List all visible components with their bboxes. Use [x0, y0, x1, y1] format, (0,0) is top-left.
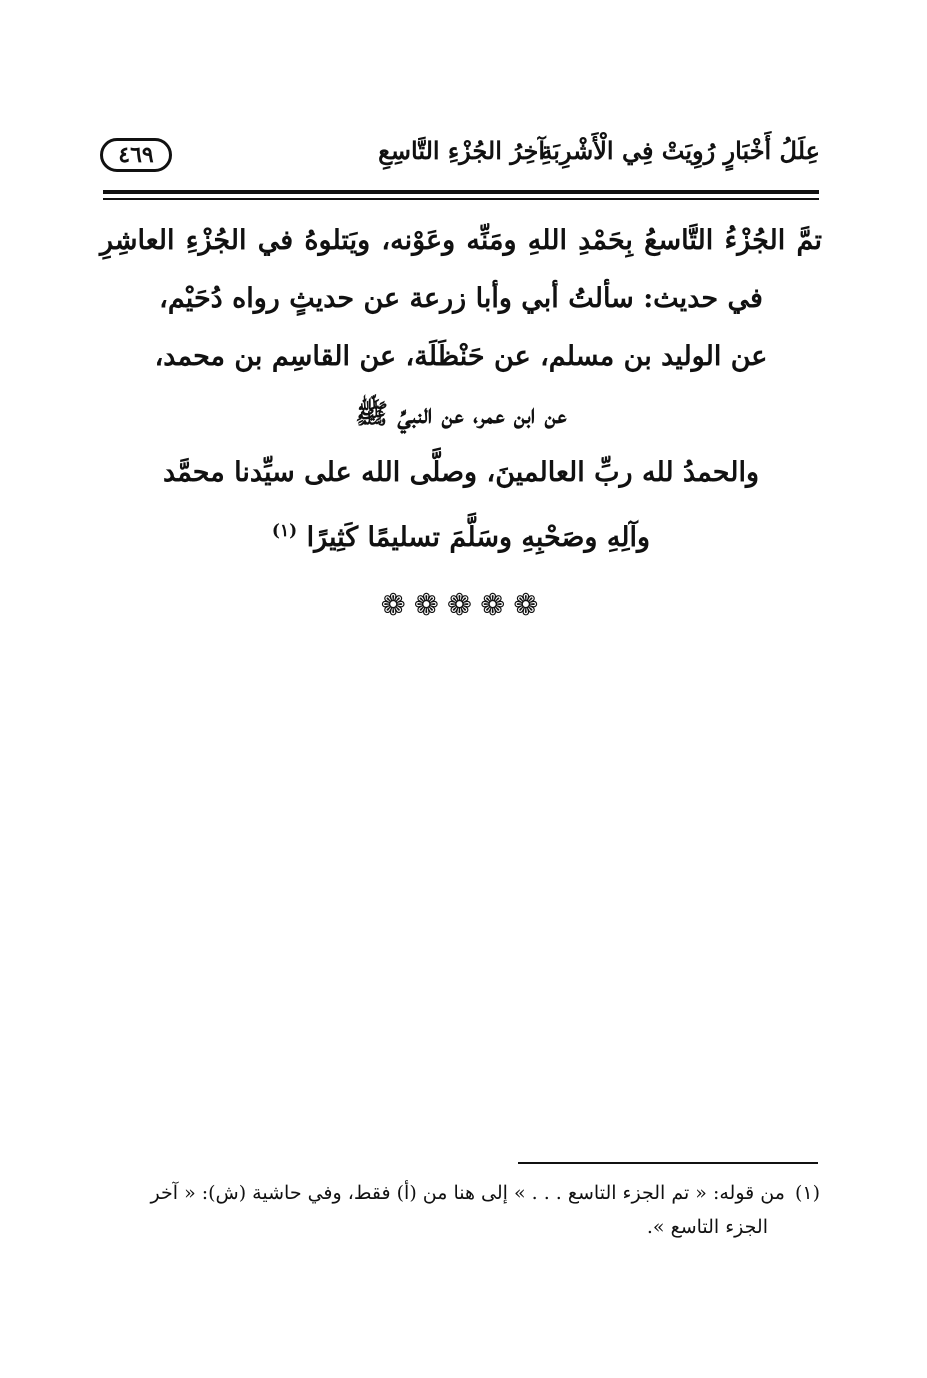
book-title: عِلَلُ أَخْبَارٍ رُوِيَتْ فِي الْأَشْرِبَةِ: [540, 136, 820, 165]
text-line-6-wrapper: [100, 502, 822, 560]
text-line-6: وآلِهِ وصَحْبِهِ وسَلَّمَ تسليمًا كَثِيرًا: [306, 522, 651, 553]
page-number: ٤٦٩: [100, 138, 172, 172]
footnote-line-2: الجزء التاسع ».: [646, 1216, 768, 1238]
text-line-5: والحمدُ لله ربِّ العالمينَ، وصلَّى الله على سيِّدنا محمَّد: [163, 457, 759, 488]
text-line-2: في حديث: سألتُ أبي وأبا زرعة عن حديثٍ رواه دُحَيْم،: [159, 283, 763, 314]
text-line-1: تمَّ الجُزْءُ التَّاسعُ بِحَمْدِ اللهِ ومَنِّه وعَوْنه، ويَتلوهُ في الجُزْءِ العاشِرِ: [100, 225, 822, 256]
section-title: آخِرُ الجُزْءِ التَّاسِعِ: [378, 136, 545, 165]
text-line-3: عن الوليد بن مسلم، عن حَنْظَلَة، عن القاسِم بن محمد،: [154, 341, 768, 372]
header-rule-thin: [103, 198, 819, 200]
footnote-line-1: من قوله: « تم الجزء التاسع . . . » إلى هنا من (أ) فقط، وفي حاشية (ش): « آخر: [150, 1182, 785, 1204]
footnote-reference[interactable]: (١): [271, 521, 298, 541]
footnote: [100, 1176, 820, 1244]
footnote-marker: (١): [794, 1182, 820, 1204]
main-text: [100, 212, 822, 560]
running-header: [100, 128, 820, 188]
text-line-4: عن ابن عمر، عن النبيِّ ﷺ: [355, 399, 567, 430]
ornament-divider: ❁❁❁❁❁: [380, 588, 547, 623]
header-rule-thick: [103, 190, 819, 194]
footnote-separator: [518, 1162, 818, 1164]
